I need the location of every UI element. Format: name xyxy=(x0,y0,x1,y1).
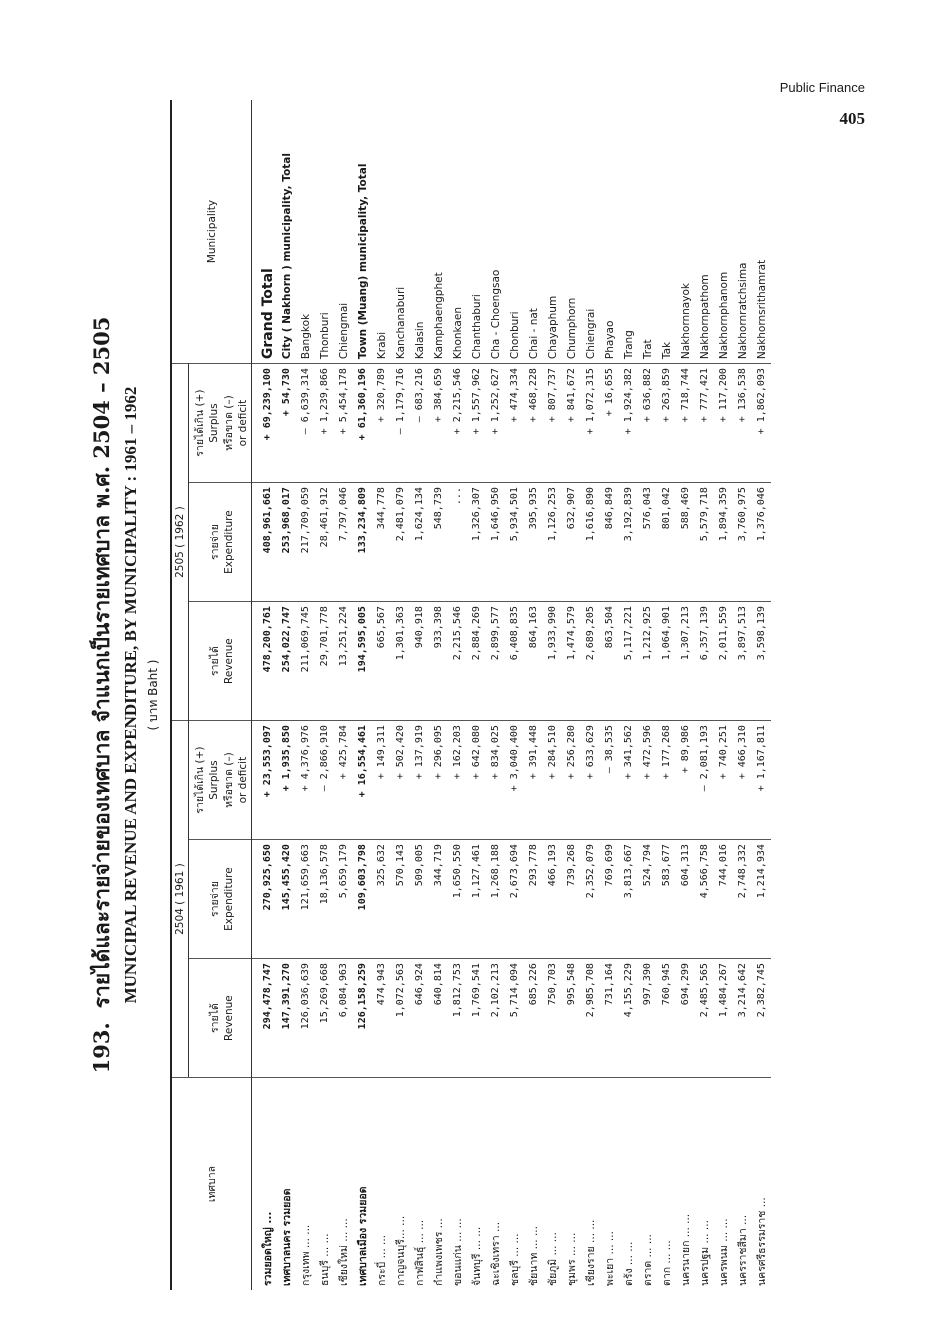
header-surplus-1961 xyxy=(189,721,252,840)
revenue-1962-cell: 2,884,269 xyxy=(467,602,486,721)
table-row xyxy=(391,100,410,1290)
revenue-1961-cell: 5,714,094 xyxy=(505,959,524,1078)
revenue-1962-cell: 6,357,139 xyxy=(695,602,714,721)
revenue-1961-cell: 997,390 xyxy=(638,959,657,1078)
table-titles xyxy=(86,100,163,1290)
header-year-1961: 2504 ( 1961 ) xyxy=(171,721,189,1078)
table-row xyxy=(410,100,429,1290)
surplus-1962-cell: + 2,215,546 xyxy=(448,364,467,483)
revenue-1962-cell: 478,200,761 xyxy=(252,602,278,721)
municipality-en-cell: Cha - Choengsao xyxy=(489,269,502,360)
header-surplus-thai: รายได้เกิน (+) xyxy=(194,746,206,814)
municipality-thai-cell: เชียงราย ... ... xyxy=(581,1078,600,1290)
header-surplus-en: Surplus xyxy=(208,760,220,800)
municipality-thai-cell: ฉะเชิงเทรา ... xyxy=(486,1078,505,1290)
surplus-1962-cell: – 6,639,314 xyxy=(296,364,315,483)
revenue-1961-cell: 995,548 xyxy=(562,959,581,1078)
surplus-1962-cell: + 1,252,627 xyxy=(486,364,505,483)
expenditure-1961-cell: 604,313 xyxy=(676,840,695,959)
table-row xyxy=(562,100,581,1290)
table-number: 193. xyxy=(89,1022,114,1074)
revenue-1961-cell: 474,943 xyxy=(372,959,391,1078)
surplus-1961-cell: + 256,280 xyxy=(562,721,581,840)
surplus-1961-cell: + 3,040,400 xyxy=(505,721,524,840)
surplus-1962-cell: + 1,072,315 xyxy=(581,364,600,483)
surplus-1961-cell: + 740,251 xyxy=(714,721,733,840)
surplus-1962-cell: – 1,179,716 xyxy=(391,364,410,483)
expenditure-1961-cell: 1,268,188 xyxy=(486,840,505,959)
revenue-1961-cell: 126,036,639 xyxy=(296,959,315,1078)
municipality-thai-cell: เทศบาลเมือง รวมยอด xyxy=(353,1078,372,1290)
revenue-1961-cell: 760,945 xyxy=(657,959,676,1078)
municipality-en-cell: Nakhornnayok xyxy=(679,283,692,360)
surplus-1962-cell: + 16,655 xyxy=(600,364,619,483)
surplus-1962-cell: + 474,334 xyxy=(505,364,524,483)
surplus-1962-cell: + 69,239,100 xyxy=(252,364,278,483)
revenue-1962-cell: 194,595,005 xyxy=(353,602,372,721)
municipality-thai-cell: นครศรีธรรมราช ... xyxy=(752,1078,771,1290)
expenditure-1962-cell: ... xyxy=(448,483,467,602)
expenditure-1962-cell: 1,894,359 xyxy=(714,483,733,602)
municipality-en-cell: Nakhornpathom xyxy=(698,274,711,360)
revenue-1962-cell: 1,474,579 xyxy=(562,602,581,721)
surplus-1961-cell: + 633,629 xyxy=(581,721,600,840)
municipality-en-cell: Chanthaburi xyxy=(470,294,483,360)
expenditure-1961-cell: 3,813,667 xyxy=(619,840,638,959)
expenditure-1961-cell: 524,794 xyxy=(638,840,657,959)
expenditure-1962-cell: 253,968,017 xyxy=(277,483,296,602)
expenditure-1962-cell: 344,778 xyxy=(372,483,391,602)
revenue-1962-cell: 665,567 xyxy=(372,602,391,721)
municipality-en-cell: Kamphaengphet xyxy=(432,272,445,360)
revenue-1961-cell: 731,164 xyxy=(600,959,619,1078)
municipality-thai-cell: ชุมพร ... ... xyxy=(562,1078,581,1290)
revenue-1961-cell: 147,391,270 xyxy=(277,959,296,1078)
municipality-en-cell: Trat xyxy=(641,339,654,360)
table-row xyxy=(733,100,752,1290)
revenue-1961-cell: 2,102,213 xyxy=(486,959,505,1078)
table-row xyxy=(714,100,733,1290)
expenditure-1961-cell: 1,650,550 xyxy=(448,840,467,959)
municipality-thai-cell: ตราด ... ... xyxy=(638,1078,657,1290)
surplus-1962-cell: + 117,200 xyxy=(714,364,733,483)
surplus-1961-cell: + 162,203 xyxy=(448,721,467,840)
surplus-1961-cell: + 642,080 xyxy=(467,721,486,840)
revenue-1962-cell: 29,701,778 xyxy=(315,602,334,721)
municipality-thai-cell: เชียงใหม่ ... ... xyxy=(334,1078,353,1290)
table-row xyxy=(638,100,657,1290)
section-label: Public Finance xyxy=(779,80,865,95)
expenditure-1962-cell: 576,043 xyxy=(638,483,657,602)
surplus-1962-cell: + 384,659 xyxy=(429,364,448,483)
revenue-1961-cell: 685,226 xyxy=(524,959,543,1078)
municipality-en-cell: Nakhornratchsima xyxy=(736,262,749,360)
surplus-1961-cell: + 137,919 xyxy=(410,721,429,840)
revenue-1962-cell: 13,251,224 xyxy=(334,602,353,721)
expenditure-1962-cell: 1,126,253 xyxy=(543,483,562,602)
table-row xyxy=(657,100,676,1290)
municipality-thai-cell: กำแพงเพชร ... xyxy=(429,1078,448,1290)
table-row xyxy=(676,100,695,1290)
expenditure-1962-cell: 1,326,307 xyxy=(467,483,486,602)
surplus-1961-cell: + 284,510 xyxy=(543,721,562,840)
municipality-thai-cell: กาญจนบุรี... ... xyxy=(391,1078,410,1290)
surplus-1962-cell: + 1,924,382 xyxy=(619,364,638,483)
header-municipality-en: Municipality xyxy=(171,100,252,364)
surplus-1961-cell: + 425,784 xyxy=(334,721,353,840)
revenue-1962-cell: 1,933,990 xyxy=(543,602,562,721)
expenditure-1961-cell: 109,603,798 xyxy=(353,840,372,959)
revenue-1961-cell: 6,084,963 xyxy=(334,959,353,1078)
revenue-1962-cell: 2,011,559 xyxy=(714,602,733,721)
table-row xyxy=(581,100,600,1290)
municipality-thai-cell: จันทบุรี ... ... xyxy=(467,1078,486,1290)
municipality-thai-cell: ชัยนาท ... ... xyxy=(524,1078,543,1290)
header-surplus-thai: รายได้เกิน (+) xyxy=(194,389,206,457)
table-row xyxy=(752,100,771,1290)
expenditure-1961-cell: 4,566,758 xyxy=(695,840,714,959)
header-expenditure-en: Expenditure xyxy=(222,867,235,931)
expenditure-1961-cell: 145,455,420 xyxy=(277,840,296,959)
surplus-1962-cell: + 1,862,093 xyxy=(752,364,771,483)
municipality-en-cell: Grand Total xyxy=(259,268,276,360)
surplus-1962-cell: – 683,216 xyxy=(410,364,429,483)
expenditure-1962-cell: 133,234,809 xyxy=(353,483,372,602)
surplus-1961-cell: + 1,935,850 xyxy=(277,721,296,840)
municipality-thai-cell: นครนายก ... ... xyxy=(676,1078,695,1290)
surplus-1962-cell: + 1,557,962 xyxy=(467,364,486,483)
revenue-1961-cell: 694,299 xyxy=(676,959,695,1078)
expenditure-1961-cell: 739,268 xyxy=(562,840,581,959)
municipality-thai-cell: ธนบุรี ... ... xyxy=(315,1078,334,1290)
header-revenue-1961 xyxy=(189,959,252,1078)
surplus-1961-cell: + 502,420 xyxy=(391,721,410,840)
municipality-thai-cell: เทศบาลนคร รวมยอด xyxy=(277,1078,296,1290)
table-row xyxy=(296,100,315,1290)
expenditure-1962-cell: 2,481,079 xyxy=(391,483,410,602)
municipality-thai-cell: ชัยภูมิ ... ... xyxy=(543,1078,562,1290)
table-body xyxy=(252,100,772,1290)
revenue-1962-cell: 1,301,363 xyxy=(391,602,410,721)
revenue-1961-cell: 750,703 xyxy=(543,959,562,1078)
table-row xyxy=(524,100,543,1290)
header-deficit-en: or deficit xyxy=(237,399,249,447)
revenue-1962-cell: 3,897,513 xyxy=(733,602,752,721)
expenditure-1961-cell: 744,016 xyxy=(714,840,733,959)
revenue-1961-cell: 3,214,642 xyxy=(733,959,752,1078)
revenue-1961-cell: 4,155,229 xyxy=(619,959,638,1078)
surplus-1961-cell: + 177,268 xyxy=(657,721,676,840)
surplus-1962-cell: + 1,239,866 xyxy=(315,364,334,483)
municipality-thai-cell: นครพนม ... ... xyxy=(714,1078,733,1290)
page-number: 405 xyxy=(839,109,865,128)
header-year-1962: 2505 ( 1962 ) xyxy=(171,364,189,721)
expenditure-1962-cell: 588,469 xyxy=(676,483,695,602)
expenditure-1962-cell: 28,461,912 xyxy=(315,483,334,602)
header-surplus-1962 xyxy=(189,364,252,483)
header-municipality-thai: เทศบาล xyxy=(171,1078,252,1290)
unit-label: ( บาท Baht ) xyxy=(146,659,160,731)
surplus-1961-cell: + 4,376,976 xyxy=(296,721,315,840)
municipality-en-cell: Thonburi xyxy=(318,312,331,360)
expenditure-1962-cell: 7,797,046 xyxy=(334,483,353,602)
surplus-1961-cell: + 296,095 xyxy=(429,721,448,840)
header-deficit-thai: หรือขาด (–) xyxy=(223,752,235,808)
revenue-1962-cell: 6,408,835 xyxy=(505,602,524,721)
municipality-thai-cell: ตรัง ... ... xyxy=(619,1078,638,1290)
surplus-1961-cell: + 466,310 xyxy=(733,721,752,840)
expenditure-1961-cell: 2,352,079 xyxy=(581,840,600,959)
header-revenue-en: Revenue xyxy=(222,995,235,1041)
expenditure-1962-cell: 1,646,950 xyxy=(486,483,505,602)
surplus-1962-cell: + 320,789 xyxy=(372,364,391,483)
municipality-en-cell: Trang xyxy=(622,330,635,360)
expenditure-1962-cell: 5,579,718 xyxy=(695,483,714,602)
surplus-1961-cell: – 2,081,193 xyxy=(695,721,714,840)
expenditure-1961-cell: 466,193 xyxy=(543,840,562,959)
expenditure-1961-cell: 570,143 xyxy=(391,840,410,959)
revenue-1961-cell: 646,924 xyxy=(410,959,429,1078)
revenue-1962-cell: 864,163 xyxy=(524,602,543,721)
municipality-en-cell: Krabi xyxy=(375,331,388,360)
revenue-1961-cell: 294,478,747 xyxy=(252,959,278,1078)
revenue-1962-cell: 2,899,577 xyxy=(486,602,505,721)
revenue-1962-cell: 3,598,139 xyxy=(752,602,771,721)
revenue-1962-cell: 863,504 xyxy=(600,602,619,721)
header-expenditure-thai: รายจ่าย xyxy=(208,524,221,561)
header-expenditure-1962 xyxy=(189,483,252,602)
surplus-1962-cell: + 468,228 xyxy=(524,364,543,483)
expenditure-1962-cell: 3,192,839 xyxy=(619,483,638,602)
municipality-en-cell: Khonkaen xyxy=(451,307,464,360)
municipality-thai-cell: ขอนแก่น ... ... xyxy=(448,1078,467,1290)
title-thai xyxy=(86,100,119,1290)
revenue-1962-cell: 1,307,213 xyxy=(676,602,695,721)
rotated-table-page xyxy=(78,100,798,1290)
expenditure-1962-cell: 1,376,046 xyxy=(752,483,771,602)
header-deficit-en: or deficit xyxy=(237,756,249,804)
table-row xyxy=(429,100,448,1290)
municipality-thai-cell: กระบี่ ... ... xyxy=(372,1078,391,1290)
surplus-1961-cell: + 149,311 xyxy=(372,721,391,840)
revenue-1961-cell: 1,072,563 xyxy=(391,959,410,1078)
table-row xyxy=(372,100,391,1290)
revenue-1961-cell: 640,814 xyxy=(429,959,448,1078)
header-revenue-thai: รายได้ xyxy=(208,646,221,676)
municipality-en-cell: Tak xyxy=(660,341,673,360)
expenditure-1961-cell: 325,632 xyxy=(372,840,391,959)
surplus-1961-cell: + 89,986 xyxy=(676,721,695,840)
expenditure-1961-cell: 344,719 xyxy=(429,840,448,959)
expenditure-1961-cell: 5,659,179 xyxy=(334,840,353,959)
municipality-thai-cell: นครราชสีมา ... xyxy=(733,1078,752,1290)
municipality-en-cell: Bangkok xyxy=(299,313,312,360)
expenditure-1961-cell: 769,699 xyxy=(600,840,619,959)
expenditure-1962-cell: 408,961,661 xyxy=(252,483,278,602)
header-revenue-thai: รายได้ xyxy=(208,1003,221,1033)
revenue-1961-cell: 2,485,565 xyxy=(695,959,714,1078)
revenue-1961-cell: 1,769,541 xyxy=(467,959,486,1078)
table-row xyxy=(486,100,505,1290)
header-expenditure-1961 xyxy=(189,840,252,959)
municipality-en-cell: Kanchanaburi xyxy=(394,286,407,360)
expenditure-1961-cell: 509,005 xyxy=(410,840,429,959)
surplus-1961-cell: + 23,553,097 xyxy=(252,721,278,840)
municipality-thai-cell: นครปฐม ... ... xyxy=(695,1078,714,1290)
expenditure-1962-cell: 5,934,501 xyxy=(505,483,524,602)
surplus-1962-cell: + 136,538 xyxy=(733,364,752,483)
table-row xyxy=(277,100,296,1290)
municipality-en-cell: Kalasin xyxy=(413,321,426,360)
revenue-1962-cell: 2,689,205 xyxy=(581,602,600,721)
expenditure-1961-cell: 1,127,461 xyxy=(467,840,486,959)
table-row xyxy=(334,100,353,1290)
municipality-en-cell: City ( Nakhorn ) municipality, Total xyxy=(280,153,293,360)
table-row xyxy=(505,100,524,1290)
expenditure-1962-cell: 395,935 xyxy=(524,483,543,602)
header-deficit-thai: หรือขาด (–) xyxy=(223,395,235,451)
revenue-1962-cell: 1,212,925 xyxy=(638,602,657,721)
header-expenditure-thai: รายจ่าย xyxy=(208,881,221,918)
revenue-1962-cell: 2,215,546 xyxy=(448,602,467,721)
revenue-1962-cell: 211,069,745 xyxy=(296,602,315,721)
municipality-en-cell: Chumphorn xyxy=(565,297,578,360)
expenditure-1961-cell: 293,778 xyxy=(524,840,543,959)
surplus-1962-cell: + 263,859 xyxy=(657,364,676,483)
table-row xyxy=(467,100,486,1290)
revenue-1962-cell: 5,117,221 xyxy=(619,602,638,721)
table-row xyxy=(695,100,714,1290)
revenue-1961-cell: 15,269,668 xyxy=(315,959,334,1078)
title-thai-text: รายได้และรายจ่ายของเทศบาล จำแนกเป็นรายเทศบาล พ.ศ. 2504 – 2505 xyxy=(89,316,114,1009)
expenditure-1962-cell: 548,739 xyxy=(429,483,448,602)
surplus-1962-cell: + 636,882 xyxy=(638,364,657,483)
table-row xyxy=(600,100,619,1290)
expenditure-1961-cell: 270,925,650 xyxy=(252,840,278,959)
surplus-1961-cell: + 341,562 xyxy=(619,721,638,840)
revenue-1961-cell: 1,812,753 xyxy=(448,959,467,1078)
expenditure-1962-cell: 632,907 xyxy=(562,483,581,602)
header-revenue-1962 xyxy=(189,602,252,721)
revenue-1962-cell: 940,918 xyxy=(410,602,429,721)
expenditure-1962-cell: 217,709,059 xyxy=(296,483,315,602)
surplus-1961-cell: – 38,535 xyxy=(600,721,619,840)
municipality-en-cell: Chai - nat xyxy=(527,308,540,360)
revenue-1962-cell: 254,022,747 xyxy=(277,602,296,721)
table-row xyxy=(353,100,372,1290)
revenue-1961-cell: 1,484,267 xyxy=(714,959,733,1078)
revenue-1961-cell: 2,382,745 xyxy=(752,959,771,1078)
expenditure-1961-cell: 1,214,934 xyxy=(752,840,771,959)
surplus-1961-cell: + 1,167,811 xyxy=(752,721,771,840)
table-row xyxy=(619,100,638,1290)
table-row xyxy=(252,100,278,1290)
municipality-thai-cell: ชลบุรี ... ... xyxy=(505,1078,524,1290)
municipality-thai-cell: กาฬสินธุ์ ... ... xyxy=(410,1078,429,1290)
municipality-en-cell: Town (Muang) municipality, Total xyxy=(356,163,369,360)
surplus-1961-cell: – 2,866,910 xyxy=(315,721,334,840)
expenditure-1961-cell: 18,136,578 xyxy=(315,840,334,959)
surplus-1962-cell: + 807,737 xyxy=(543,364,562,483)
surplus-1962-cell: + 777,421 xyxy=(695,364,714,483)
surplus-1961-cell: + 834,025 xyxy=(486,721,505,840)
municipality-en-cell: Nakhornphanom xyxy=(717,271,730,360)
surplus-1962-cell: + 61,360,196 xyxy=(353,364,372,483)
expenditure-1962-cell: 846,849 xyxy=(600,483,619,602)
expenditure-1962-cell: 3,760,975 xyxy=(733,483,752,602)
municipality-en-cell: Chiengmai xyxy=(337,302,350,360)
expenditure-1961-cell: 2,748,332 xyxy=(733,840,752,959)
municipality-thai-cell: ตาก ... ... xyxy=(657,1078,676,1290)
expenditure-1961-cell: 121,659,663 xyxy=(296,840,315,959)
revenue-1961-cell: 2,985,708 xyxy=(581,959,600,1078)
surplus-1962-cell: + 841,672 xyxy=(562,364,581,483)
municipality-en-cell: Chiengrai xyxy=(584,308,597,360)
revenue-expenditure-table xyxy=(170,100,771,1290)
surplus-1961-cell: + 16,554,461 xyxy=(353,721,372,840)
municipality-en-cell: Nakhornsrithamrat xyxy=(755,259,768,360)
table-row xyxy=(543,100,562,1290)
revenue-1962-cell: 933,398 xyxy=(429,602,448,721)
municipality-en-cell: Chayaphum xyxy=(546,295,559,360)
surplus-1962-cell: + 5,454,178 xyxy=(334,364,353,483)
header-revenue-en: Revenue xyxy=(222,638,235,684)
header-surplus-en: Surplus xyxy=(208,403,220,443)
header-expenditure-en: Expenditure xyxy=(222,510,235,574)
surplus-1962-cell: + 718,744 xyxy=(676,364,695,483)
municipality-thai-cell: พะเยา ... ... xyxy=(600,1078,619,1290)
revenue-1962-cell: 1,064,901 xyxy=(657,602,676,721)
municipality-en-cell: Phayao xyxy=(603,320,616,360)
surplus-1961-cell: + 472,596 xyxy=(638,721,657,840)
municipality-en-cell: Chonburi xyxy=(508,311,521,360)
municipality-thai-cell: รวมยอดใหญ่ ... xyxy=(252,1078,278,1290)
expenditure-1962-cell: 1,616,890 xyxy=(581,483,600,602)
table-row xyxy=(448,100,467,1290)
table-row xyxy=(315,100,334,1290)
expenditure-1961-cell: 2,673,694 xyxy=(505,840,524,959)
municipality-thai-cell: กรุงเทพ ... ... xyxy=(296,1078,315,1290)
surplus-1961-cell: + 391,448 xyxy=(524,721,543,840)
title-english: MUNICIPAL REVENUE AND EXPENDITURE, BY MUNICIPALITY : 1961 – 1962 xyxy=(121,386,140,1004)
expenditure-1961-cell: 583,677 xyxy=(657,840,676,959)
surplus-1962-cell: + 54,730 xyxy=(277,364,296,483)
expenditure-1962-cell: 801,042 xyxy=(657,483,676,602)
expenditure-1962-cell: 1,624,134 xyxy=(410,483,429,602)
revenue-1961-cell: 126,158,259 xyxy=(353,959,372,1078)
